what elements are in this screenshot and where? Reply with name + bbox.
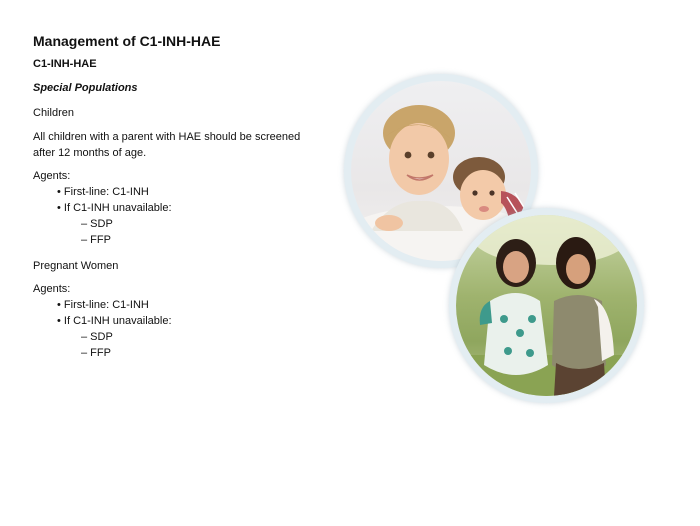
pregnant-women-photo-illustration [456, 215, 637, 396]
pregnant-agents [33, 281, 172, 361]
sub-list-item: – FFP [81, 234, 111, 246]
children-heading: Children [33, 107, 74, 119]
agents-label: Agents: [33, 283, 71, 295]
list-item: • If C1-INH unavailable: [57, 202, 172, 214]
slide-subtitle: C1-INH-HAE [33, 58, 97, 70]
section-heading: Special Populations [33, 82, 138, 94]
children-agent-list [33, 184, 172, 248]
slide-title: Management of C1-INH-HAE [33, 33, 221, 49]
pregnant-women-photo [449, 208, 644, 403]
sub-list-item: – FFP [81, 347, 111, 359]
children-screening-note: All children with a parent with HAE should be screened after 12 months of age. [33, 131, 301, 159]
list-item: • First-line: C1-INH [57, 299, 149, 311]
sub-list-item: – SDP [81, 218, 113, 230]
pregnant-agent-list [33, 297, 172, 361]
children-agents [33, 168, 172, 248]
pregnant-women-photo-image [456, 215, 637, 396]
list-item: • If C1-INH unavailable: [57, 315, 172, 327]
agents-label: Agents: [33, 170, 71, 182]
sub-list-item: – SDP [81, 331, 113, 343]
pregnant-heading: Pregnant Women [33, 260, 119, 272]
list-item: • First-line: C1-INH [57, 186, 149, 198]
